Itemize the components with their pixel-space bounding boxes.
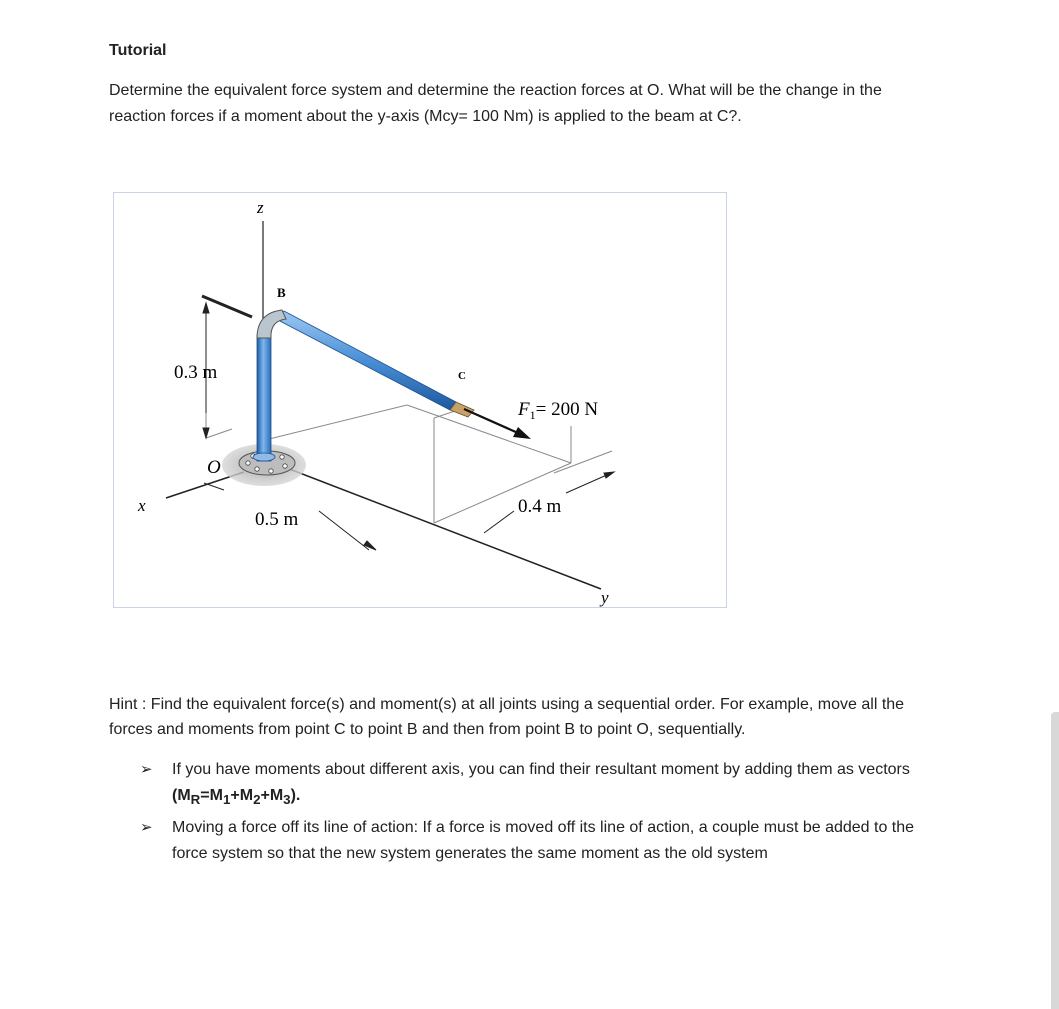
height-dimension-label: 0.3 m [174,362,218,383]
arrow-bullet-icon: ➢ [140,761,153,778]
diagonal-pipe [276,311,456,410]
vertical-scrollbar[interactable] [1051,712,1059,1009]
problem-statement: Determine the equivalent force system and determine the reaction forces at O. What will be the change in the reaction forces if a moment about the y-axis (Mcy= 100 Nm) is applied to the beam at C?. [109,82,882,125]
point-b-label: B [277,285,286,300]
bullet-text: If you have moments about different axis, you can find their resultant moment by adding them as vectors [172,761,910,778]
elbow-joint [257,310,286,338]
bullet-list [140,757,920,869]
z-axis-label: z [257,198,264,217]
force-arrow-line [464,409,518,433]
force-label: $F_1= 200$ N [518,399,599,422]
list-item [140,815,920,867]
force-arrow-head [513,427,531,439]
y-axis-label: y [601,588,609,607]
dashed-reference [202,296,252,317]
arrow-bullet-icon: ➢ [140,819,153,837]
page-heading: Tutorial [109,42,167,59]
x-dimension-label: 0.5 m [255,509,299,530]
vertical-pipe [257,335,271,461]
hint-paragraph: Hint : Find the equivalent force(s) and moment(s) at all joints using a sequential order. For example, move all the forces and moments from point C to point B and then from point B to point O, sequentially. [109,696,905,738]
y-dimension-label: 0.4 m [518,496,562,517]
list-item [140,757,920,813]
diagram-svg [114,193,728,609]
beam-diagram [113,192,727,608]
x-axis-label: x [138,496,146,515]
y-axis-line [279,465,601,589]
resultant-moment-formula: $(M_R=M_1+M_2+M_3)$. [172,787,301,808]
point-o-label: O [207,457,221,478]
point-c-label: C [458,370,466,382]
bullet-text: Moving a force off its line of action: If a force is moved off its line of action, a couple must be added to the force system so that the new system generates the same moment as the old system [172,819,915,863]
